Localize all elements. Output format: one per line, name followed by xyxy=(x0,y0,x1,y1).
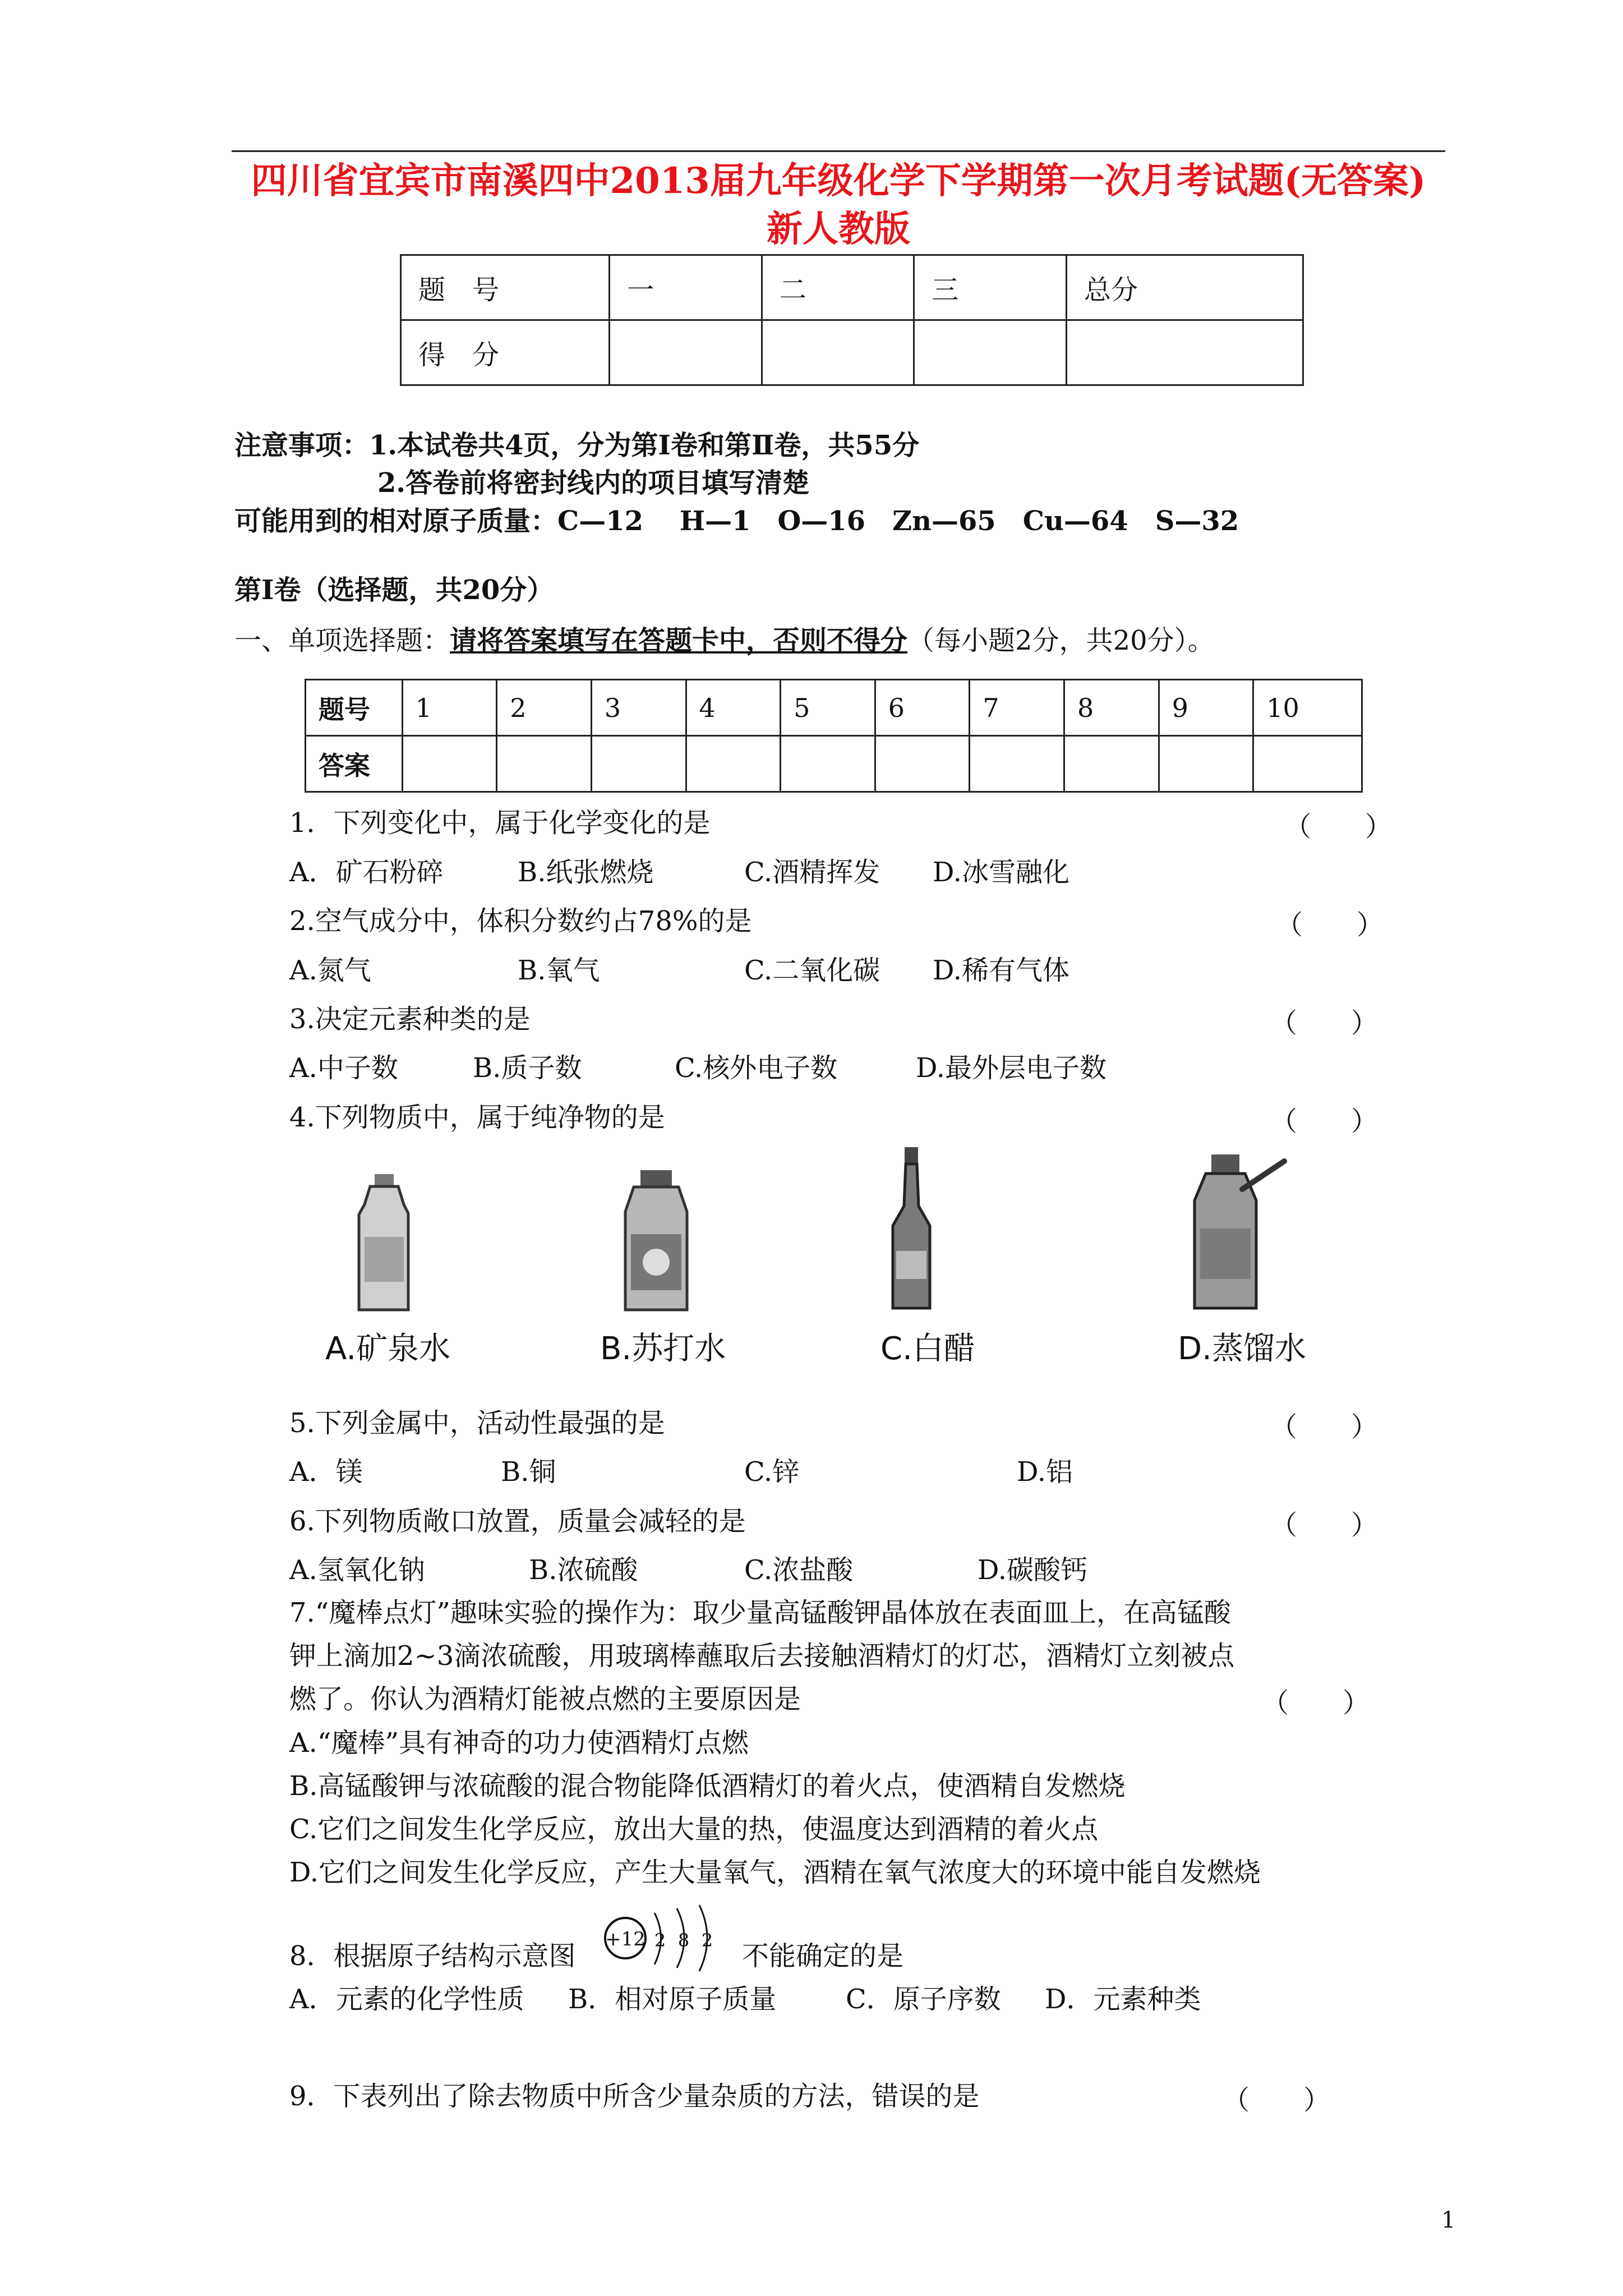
score-table-cell: 一 xyxy=(610,255,762,320)
part1-heading: 第Ⅰ卷（选择题，共20分） xyxy=(234,574,554,606)
score-blank[interactable] xyxy=(914,320,1067,385)
q4-caption-c: C.白醋 xyxy=(880,1331,975,1367)
notes-label: 注意事项： xyxy=(234,430,370,461)
score-table-cell: 二 xyxy=(762,255,914,320)
q4-caption-d: D.蒸馏水 xyxy=(1178,1331,1306,1367)
score-blank[interactable] xyxy=(1066,320,1303,385)
answer-blank[interactable] xyxy=(970,736,1064,792)
answer-table xyxy=(305,679,1363,793)
q7-option-b: B.高锰酸钾与浓硫酸的混合物能降低酒精灯的着火点，使酒精自发燃烧 xyxy=(289,1770,1126,1802)
score-table xyxy=(400,254,1304,386)
score-blank[interactable] xyxy=(610,320,762,385)
question-number: 5 xyxy=(781,680,875,736)
answer-blank[interactable] xyxy=(402,736,497,792)
q1-option-a: A．矿石粉碎 xyxy=(289,857,444,888)
score-table-cell: 题 号 xyxy=(401,255,610,320)
answer-blank[interactable] xyxy=(591,736,686,792)
answer-table-row-label: 题号 xyxy=(306,680,403,736)
white-vinegar-bottle-image xyxy=(886,1144,937,1313)
shell-electron-count: 2 xyxy=(654,1930,666,1951)
question-number: 10 xyxy=(1253,680,1362,736)
q5-stem: 5.下列金属中，活动性最强的是 xyxy=(289,1407,665,1439)
q6-answer-paren[interactable]: （ ） xyxy=(1270,1510,1378,1541)
q6-option-d: D.碳酸钙 xyxy=(978,1554,1088,1586)
question-number: 3 xyxy=(591,680,686,736)
q7-option-d: D.它们之间发生化学反应，产生大量氧气，酒精在氧气浓度大的环境中能自发燃烧 xyxy=(289,1857,1261,1888)
answer-blank[interactable] xyxy=(875,736,970,792)
shell-electron-count: 8 xyxy=(677,1930,690,1951)
score-table-cell: 总分 xyxy=(1066,255,1303,320)
answer-table-row-label: 答案 xyxy=(306,736,403,792)
q2-option-b: B.氧气 xyxy=(518,955,600,986)
notes-item1: 1.本试卷共4页，分为第Ⅰ卷和第Ⅱ卷，共55分 xyxy=(369,430,920,461)
question-number: 9 xyxy=(1159,680,1253,736)
q9-answer-paren[interactable]: （ ） xyxy=(1223,2085,1331,2116)
question-number: 8 xyxy=(1064,680,1159,736)
section-prefix: 一、单项选择题： xyxy=(234,625,450,656)
q4-caption-b: B.苏打水 xyxy=(600,1331,726,1367)
question-number: 1 xyxy=(402,680,497,736)
q6-option-b: B.浓硫酸 xyxy=(529,1554,638,1586)
q8-stem-post: 不能确定的是 xyxy=(742,1940,904,1972)
atom-structure-diagram xyxy=(597,1896,726,1980)
q8-option-b: B．相对原子质量 xyxy=(568,1984,777,2015)
q7-line3: 燃了。你认为酒精灯能被点燃的主要原因是 xyxy=(289,1683,801,1715)
q4-caption-a: A.矿泉水 xyxy=(325,1331,451,1367)
q6-option-a: A.氢氧化钠 xyxy=(289,1554,425,1586)
q1-option-d: D.冰雪融化 xyxy=(933,857,1070,888)
q3-option-b: B.质子数 xyxy=(473,1052,582,1084)
answer-blank[interactable] xyxy=(1064,736,1159,792)
q2-option-d: D.稀有气体 xyxy=(933,955,1070,986)
q6-stem: 6.下列物质敞口放置，质量会减轻的是 xyxy=(289,1506,746,1537)
q1-stem: 1．下列变化中，属于化学变化的是 xyxy=(289,807,711,839)
question-number: 2 xyxy=(497,680,592,736)
q2-option-c: C.二氧化碳 xyxy=(744,955,880,986)
atomic-mass-line: 可能用到的相对原子质量：C—12 H—1 O—16 Zn—65 Cu—64 S—32 xyxy=(234,505,1239,537)
q8-option-d: D．元素种类 xyxy=(1045,1984,1201,2015)
q1-option-b: B.纸张燃烧 xyxy=(518,857,654,888)
score-table-cell: 三 xyxy=(914,255,1067,320)
q4-stem: 4.下列物质中，属于纯净物的是 xyxy=(289,1102,665,1133)
question-number: 4 xyxy=(686,680,781,736)
answer-table-number-row xyxy=(306,680,1362,736)
page-number: 1 xyxy=(1441,2207,1456,2233)
q5-option-d: D.铝 xyxy=(1017,1456,1073,1488)
score-table-score-row xyxy=(401,320,1303,385)
shell-electron-count: 2 xyxy=(701,1930,713,1951)
q1-option-c: C.酒精挥发 xyxy=(744,857,880,888)
exam-title: 四川省宜宾市南溪四中2013届九年级化学下学期第一次月考试题(无答案) xyxy=(251,160,1426,202)
answer-blank[interactable] xyxy=(1159,736,1253,792)
score-blank[interactable] xyxy=(762,320,914,385)
q2-option-a: A.氮气 xyxy=(289,955,371,986)
q5-option-a: A．镁 xyxy=(289,1456,363,1488)
q7-option-a: A.“魔棒”具有神奇的功力使酒精灯点燃 xyxy=(289,1727,749,1759)
answer-blank[interactable] xyxy=(686,736,781,792)
q8-option-a: A．元素的化学性质 xyxy=(289,1984,524,2015)
q5-option-b: B.铜 xyxy=(501,1456,556,1488)
answer-blank[interactable] xyxy=(1253,736,1362,792)
question-number: 7 xyxy=(970,680,1064,736)
notes-line1 xyxy=(234,427,919,463)
q6-option-c: C.浓盐酸 xyxy=(744,1554,854,1586)
question-number: 6 xyxy=(875,680,970,736)
q3-option-a: A.中子数 xyxy=(289,1052,398,1084)
q2-stem: 2.空气成分中，体积分数约占78%的是 xyxy=(289,905,752,937)
distilled-water-bottle-image xyxy=(1172,1150,1295,1313)
q8-stem-pre: 8．根据原子结构示意图 xyxy=(289,1940,576,1972)
q2-answer-paren[interactable]: （ ） xyxy=(1276,909,1384,941)
q9-stem: 9．下表列出了除去物质中所含少量杂质的方法，错误的是 xyxy=(289,2081,980,2112)
q7-answer-paren[interactable]: （ ） xyxy=(1262,1687,1370,1719)
answer-table-answer-row xyxy=(306,736,1362,792)
q8-option-c: C．原子序数 xyxy=(846,1984,1001,2015)
q3-answer-paren[interactable]: （ ） xyxy=(1270,1007,1378,1039)
answer-blank[interactable] xyxy=(781,736,875,792)
header-rule xyxy=(232,150,1445,152)
q5-answer-paren[interactable]: （ ） xyxy=(1270,1411,1378,1443)
q3-option-d: D.最外层电子数 xyxy=(916,1052,1107,1084)
score-row-label: 得 分 xyxy=(401,320,610,385)
q3-option-c: C.核外电子数 xyxy=(675,1052,838,1084)
q7-line2: 钾上滴加2~3滴浓硫酸，用玻璃棒蘸取后去接触酒精灯的灯芯，酒精灯立刻被点 xyxy=(289,1640,1235,1672)
mineral-water-bottle-image xyxy=(348,1170,426,1315)
q1-answer-paren[interactable]: （ ） xyxy=(1284,811,1393,843)
notes-item2: 2.答卷前将密封线内的项目填写清楚 xyxy=(377,467,810,499)
q7-option-c: C.它们之间发生化学反应，放出大量的热，使温度达到酒精的着火点 xyxy=(289,1814,1099,1845)
section-suffix: （每小题2分，共20分）。 xyxy=(907,625,1215,656)
exam-title-subtitle: 新人教版 xyxy=(767,208,910,250)
soda-water-bottle-image xyxy=(611,1167,701,1315)
section-emphasis: 请将答案填写在答题卡中，否则不得分 xyxy=(450,625,908,656)
nucleus-charge: +12 xyxy=(605,1928,645,1950)
score-table-header-row xyxy=(401,255,1303,320)
answer-blank[interactable] xyxy=(497,736,592,792)
q4-answer-paren[interactable]: （ ） xyxy=(1270,1106,1378,1137)
section-instruction xyxy=(234,623,1215,659)
q5-option-c: C.锌 xyxy=(744,1456,800,1488)
q3-stem: 3.决定元素种类的是 xyxy=(289,1004,531,1035)
q7-line1: 7.“魔棒点灯”趣味实验的操作为：取少量高锰酸钾晶体放在表面皿上，在高锰酸 xyxy=(289,1597,1231,1628)
